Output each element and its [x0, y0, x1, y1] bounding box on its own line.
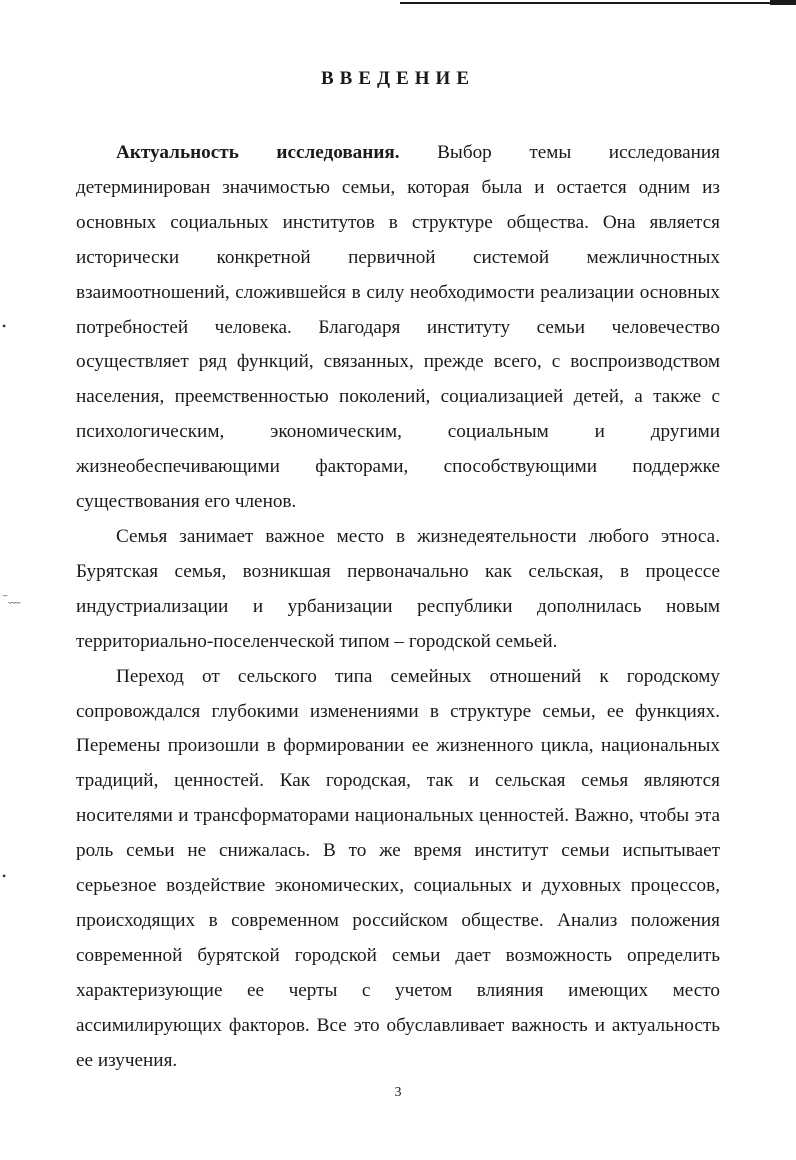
paragraph-1-text: Выбор темы исследования детерминирован значимостью семьи, которая была и остается одним из основных социальных институтов в структуре общества. Она является исторически конкретной первичной системой межличностных взаимоотношений, сложившейся в силу необходимости реализации основных потребностей человека. Благодаря институту семьи человечество осуществляет ряд функций, связанных, прежде всего, с воспроизводством населения, преемственностью поколений, социализацией детей, а также с психологическим, экономическим, социальным и другими жизнеобеспечивающими факторами, способствующими поддержке существования его членов. [76, 142, 720, 513]
paragraph-3: Переход от сельского типа семейных отношений к городскому сопровождался глубокими изменениями в структуре семьи, ее функциях. Перемены произошли в формировании ее жизненного цикла, национальных традиций, ценностей. Как городская, так и сельская семья являются носителями и трансформаторами национальных ценностей. Важно, чтобы эта роль семьи не снижалась. В то же время институт семьи испытывает серьезное воздействие экономических, социальных и духовных процессов, происходящих в современном российском обществе. Анализ положения современной бурятской городской семьи дает возможность определить характеризующие ее черты с учетом влияния имеющих место ассимилирующих факторов. Все это обуславливает важность и актуальность ее изучения. [76, 665, 720, 1071]
body-text [76, 136, 720, 1078]
scan-speck-mark: ⁻﹏ [2, 591, 21, 605]
scan-edge-line [400, 2, 780, 4]
scan-speck-mark: • [2, 869, 7, 883]
page-number: 3 [394, 1085, 402, 1100]
paragraph-relevance [76, 136, 720, 520]
page-heading: ВВЕДЕНИЕ [321, 68, 475, 89]
scan-speck-mark: • [2, 319, 7, 333]
lead-term: Актуальность исследования. [116, 142, 400, 163]
scan-edge-mark [770, 0, 796, 5]
paragraph-2: Семья занимает важное место в жизнедеятельности любого этноса. Бурятская семья, возникшая первоначально как сельская, в процессе индустриализации и урбанизации республики дополнилась новым территориально-поселенческой типом – городской семьей. [76, 525, 720, 652]
